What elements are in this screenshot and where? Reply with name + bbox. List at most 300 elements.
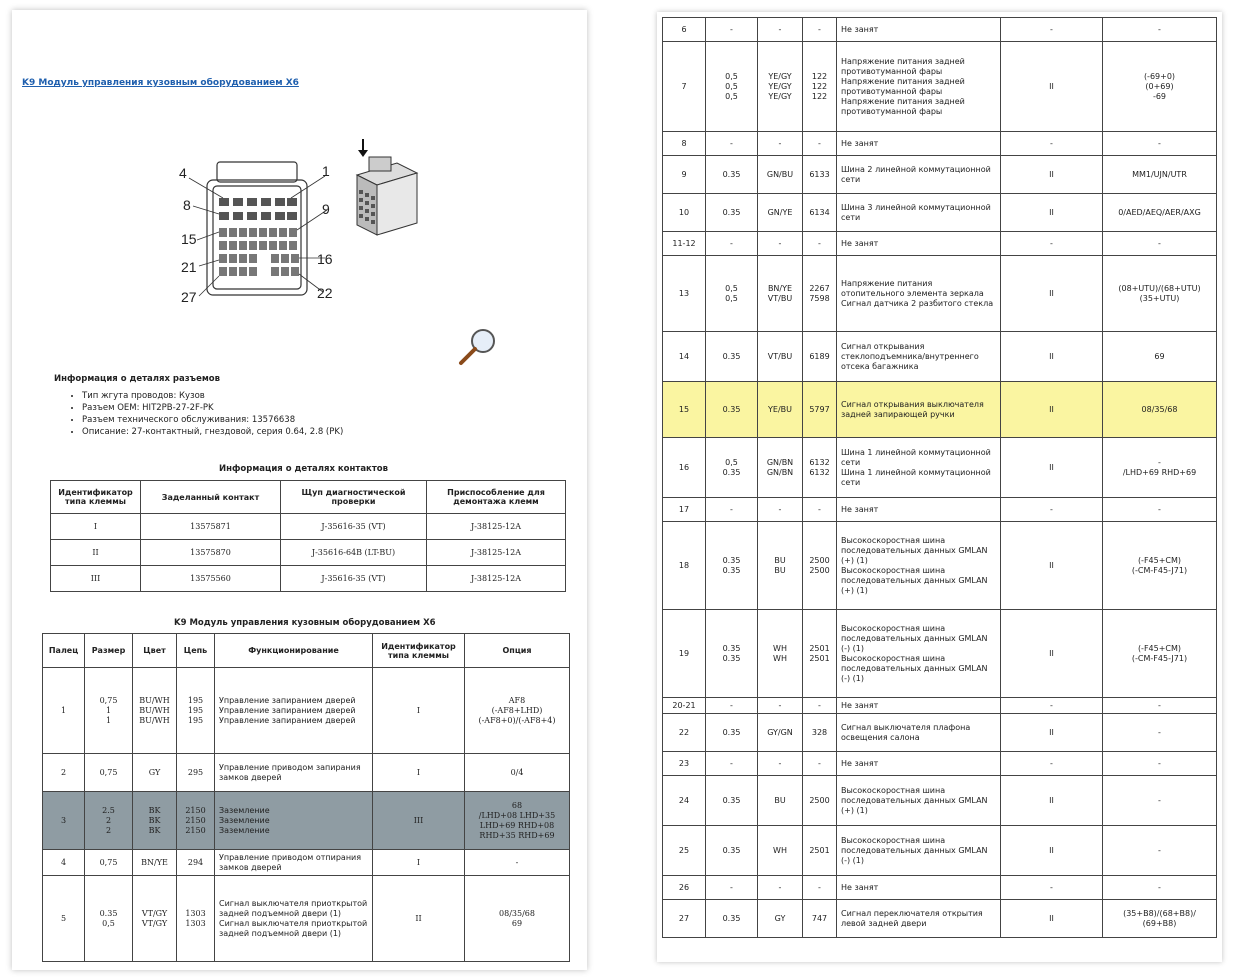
function-text-line: Высокоскоростная шина последовательных данных GMLAN (+) (1) [841, 565, 988, 595]
circuit-number-line: 2500 [809, 795, 830, 805]
wire-size-line: 2 [105, 825, 112, 835]
pin-row [663, 752, 1217, 776]
wire-color-line: BU [774, 555, 786, 565]
circuit-number [177, 850, 215, 876]
function-text-line: Напряжение питания задней противотуманной фары [841, 76, 965, 96]
function-text [837, 42, 1001, 132]
circuit-number [803, 156, 837, 194]
option-text-line: (-CM-F45-J71) [1131, 565, 1188, 575]
wire-color [133, 792, 177, 850]
magnifier-icon[interactable] [457, 325, 499, 367]
terminal-type: II [1001, 776, 1103, 826]
wire-color-line: BU [774, 565, 786, 575]
wire-size-line: - [730, 238, 733, 248]
option-text [465, 850, 570, 876]
option-text-line: - [1158, 138, 1161, 148]
circuit-number-line: - [818, 758, 821, 768]
contact-info-table [50, 480, 566, 592]
wire-size [706, 332, 758, 382]
wire-size-line: - [730, 138, 733, 148]
wire-size-line: - [730, 24, 733, 34]
function-text [837, 876, 1001, 900]
function-text-line: Высокоскоростная шина последовательных данных GMLAN (-) (1) [841, 653, 988, 683]
circuit-number [803, 498, 837, 522]
wire-color [758, 18, 803, 42]
arrow-down-icon [358, 139, 368, 157]
circuit-number [803, 232, 837, 256]
wire-size-line: 1 [105, 705, 112, 715]
function-text-line: Напряжение питания задней противотуманной фары [841, 96, 965, 116]
pin-row [43, 792, 570, 850]
pin-number: 3 [43, 792, 85, 850]
terminal-type: II [1001, 438, 1103, 498]
terminal-type: II [1001, 382, 1103, 438]
wire-color-line: - [778, 758, 782, 768]
table-cell: J-38125-12A [427, 540, 566, 566]
wire-color [758, 752, 803, 776]
circuit-number [803, 876, 837, 900]
wire-size-line: 0.35 [722, 795, 741, 805]
function-text-line: Сигнал датчика 2 разбитого стекла [841, 298, 994, 308]
terminal-type: II [1001, 714, 1103, 752]
function-text [215, 668, 373, 754]
wire-color-line: GN/YE [767, 207, 793, 217]
function-text-line: Шина 3 линейной коммутационной сети [841, 202, 991, 222]
function-text-line: Не занят [841, 882, 879, 892]
circuit-number-line: 2150 [185, 815, 206, 825]
circuit-number [803, 522, 837, 610]
pin-number: 4 [43, 850, 85, 876]
connector-label-9: 9 [322, 201, 330, 217]
wire-color-line: - [778, 504, 782, 514]
wire-size [706, 132, 758, 156]
wire-size-line: 0,5 [725, 71, 738, 81]
option-text-line: - [1158, 457, 1161, 467]
option-text-line: (-69+0) [1143, 71, 1176, 81]
wire-color-line: VT/BU [767, 293, 793, 303]
circuit-number [803, 132, 837, 156]
option-text-line: - [1158, 758, 1161, 768]
connector-label-27: 27 [181, 289, 197, 305]
circuit-number-line: - [818, 700, 821, 710]
option-text [1103, 232, 1217, 256]
function-text [837, 826, 1001, 876]
circuit-number-line: 195 [187, 715, 204, 725]
function-text-line: Напряжение питания задней противотуманной фары [841, 56, 965, 76]
wire-size [706, 522, 758, 610]
table-cell: J-35616-35 (VT) [281, 566, 427, 592]
function-text [215, 876, 373, 962]
document-title-link[interactable]: K9 Модуль управления кузовным оборудованием X6 [22, 78, 299, 88]
option-text-line: (0+69) [1145, 81, 1174, 91]
wire-color [758, 714, 803, 752]
wire-color-line: BU/WH [139, 695, 170, 705]
connector-label-1: 1 [322, 163, 330, 179]
wire-size-line: - [730, 882, 733, 892]
option-text [1103, 752, 1217, 776]
wire-size [706, 18, 758, 42]
option-text [465, 754, 570, 792]
wire-color [133, 754, 177, 792]
wire-color-line: BK [148, 805, 161, 815]
terminal-type: - [1001, 498, 1103, 522]
pin-row [663, 776, 1217, 826]
function-text [837, 698, 1001, 714]
wire-color-line: WH [773, 653, 787, 663]
connector-label-8: 8 [183, 197, 191, 213]
wire-size [706, 232, 758, 256]
pin-number: 6 [663, 18, 706, 42]
circuit-number [803, 438, 837, 498]
circuit-number [803, 752, 837, 776]
wire-size-line: 0,75 [99, 695, 118, 705]
circuit-number-line: 2500 [809, 565, 830, 575]
wire-color-line: YE/GY [768, 91, 792, 101]
circuit-number-line: 2501 [809, 845, 830, 855]
wire-size-line: 2.5 [102, 805, 115, 815]
table-cell: II [51, 540, 141, 566]
table-row [51, 566, 566, 592]
option-text-line: 69 [511, 918, 523, 928]
wire-color [758, 194, 803, 232]
option-text-line: /LHD+08 LHD+35 [478, 810, 556, 820]
pin-number: 11-12 [663, 232, 706, 256]
pin-number: 13 [663, 256, 706, 332]
left-document-page [12, 10, 587, 970]
circuit-number [803, 194, 837, 232]
function-text-line: Сигнал открывания выключателя задней запирающей ручки [841, 399, 984, 419]
pin-row [663, 232, 1217, 256]
option-text-line: - [1158, 795, 1161, 805]
option-text-line: (-F45+CM) [1137, 555, 1182, 565]
pin-table-left [42, 633, 570, 962]
circuit-number [803, 332, 837, 382]
terminal-type: II [1001, 256, 1103, 332]
option-text [1103, 194, 1217, 232]
wire-size-line: 0.35 [722, 845, 741, 855]
option-text-line: 08/35/68 [1141, 404, 1178, 414]
table-cell: J-38125-12A [427, 514, 566, 540]
function-text-line: Высокоскоростная шина последовательных данных GMLAN (-) (1) [841, 835, 988, 865]
pin-number: 5 [43, 876, 85, 962]
wire-color-line: BU/WH [139, 705, 170, 715]
wire-size-line: 0.35 [722, 643, 741, 653]
option-text-line: /LHD+69 RHD+69 [1122, 467, 1197, 477]
terminal-type: - [1001, 232, 1103, 256]
option-text-line: 0/4 [510, 767, 524, 777]
wire-size [706, 498, 758, 522]
wire-size [706, 826, 758, 876]
column-header: Идентификатор типа клеммы [51, 481, 141, 514]
option-text-line: -69 [1152, 91, 1167, 101]
table-cell: 13575870 [141, 540, 281, 566]
function-text [837, 438, 1001, 498]
function-text-line: Управление приводом отпирания замков дверей [219, 852, 362, 872]
wire-size [706, 752, 758, 776]
pin-number: 25 [663, 826, 706, 876]
option-text [465, 668, 570, 754]
circuit-number [803, 900, 837, 938]
pin-number: 8 [663, 132, 706, 156]
wire-size [706, 156, 758, 194]
right-document-page [657, 12, 1222, 962]
function-text-line: Высокоскоростная шина последовательных данных GMLAN (+) (1) [841, 535, 988, 565]
pin-number: 15 [663, 382, 706, 438]
pin-number: 26 [663, 876, 706, 900]
function-text-line: Не занят [841, 138, 879, 148]
wire-color [758, 382, 803, 438]
option-text [1103, 900, 1217, 938]
table-cell: I [51, 514, 141, 540]
function-text [837, 18, 1001, 42]
wire-size-line: 2 [105, 815, 112, 825]
option-text-line: 0/AED/AEQ/AER/AXG [1118, 207, 1201, 217]
function-text [837, 714, 1001, 752]
pin-row [663, 876, 1217, 900]
wire-color-line: BU/WH [139, 715, 170, 725]
function-text-line: Управление запиранием дверей [219, 695, 356, 705]
function-text-line: Не занят [841, 24, 879, 34]
circuit-number-line: 195 [187, 695, 204, 705]
option-text [1103, 826, 1217, 876]
wire-size [85, 792, 133, 850]
pin-number: 10 [663, 194, 706, 232]
function-text-line: Управление запиранием дверей [219, 705, 356, 715]
pin-number: 1 [43, 668, 85, 754]
wire-color [758, 876, 803, 900]
wire-color-line: - [778, 238, 782, 248]
column-header: Функционирование [215, 634, 373, 668]
pin-row [663, 522, 1217, 610]
pin-row [663, 826, 1217, 876]
pin-number: 18 [663, 522, 706, 610]
wire-color [758, 900, 803, 938]
option-text [1103, 876, 1217, 900]
pin-number: 9 [663, 156, 706, 194]
wire-color-line: VT/GY [141, 908, 168, 918]
terminal-type: - [1001, 698, 1103, 714]
function-text [837, 498, 1001, 522]
circuit-number [803, 776, 837, 826]
pin-row [43, 668, 570, 754]
wire-color [758, 332, 803, 382]
table-header-row [51, 481, 566, 514]
option-text [1103, 498, 1217, 522]
circuit-number [803, 18, 837, 42]
circuit-number [177, 876, 215, 962]
wire-size-line: - [730, 504, 733, 514]
wire-color-line: - [778, 700, 782, 710]
column-header: Цвет [133, 634, 177, 668]
column-header: Размер [85, 634, 133, 668]
column-header: Цепь [177, 634, 215, 668]
pin-row [43, 876, 570, 962]
pin-row [663, 132, 1217, 156]
circuit-number [803, 42, 837, 132]
terminal-type: I [373, 850, 465, 876]
circuit-number-line: 294 [187, 857, 204, 867]
circuit-number-line: - [818, 138, 821, 148]
pin-table-heading: K9 Модуль управления кузовным оборудованием X6 [174, 618, 436, 628]
wire-size-line: 0.35 [722, 555, 741, 565]
wire-color-line: YE/BU [768, 404, 792, 414]
connector-info-item: • Разъем OEM: HIT2PB-27-2F-PK [82, 402, 343, 414]
terminal-type: II [1001, 332, 1103, 382]
circuit-number-line: 122 [811, 81, 828, 91]
terminal-type: II [1001, 900, 1103, 938]
option-text [1103, 256, 1217, 332]
wire-size-line: - [730, 758, 733, 768]
pin-number: 27 [663, 900, 706, 938]
function-text [215, 850, 373, 876]
wire-color [758, 132, 803, 156]
option-text-line: MM1/UJN/UTR [1132, 169, 1187, 179]
wire-color-line: WH [773, 845, 787, 855]
connector-face-diagram [167, 150, 347, 310]
circuit-number-line: 295 [187, 767, 204, 777]
function-text-line: Заземление [219, 815, 270, 825]
terminal-type: - [1001, 876, 1103, 900]
terminal-type: II [1001, 42, 1103, 132]
table-cell: J-35616-35 (VT) [281, 514, 427, 540]
wire-color [133, 876, 177, 962]
function-text-line: Высокоскоростная шина последовательных данных GMLAN (-) (1) [841, 623, 988, 653]
circuit-number-line: 6189 [809, 351, 830, 361]
wire-color-line: VT/GY [141, 918, 168, 928]
connector-label-4: 4 [179, 165, 187, 181]
option-text-line: AF8 [508, 695, 526, 705]
terminal-type: - [1001, 132, 1103, 156]
function-text-line: Сигнал открывания стеклоподъемника/внутреннего отсека багажника [841, 341, 979, 371]
wire-color [758, 610, 803, 698]
wire-color-line: GY/GN [767, 727, 793, 737]
function-text [837, 752, 1001, 776]
option-text [1103, 42, 1217, 132]
pin-row [663, 42, 1217, 132]
pin-table-right [662, 17, 1217, 938]
wire-size-line: 0.35 [722, 913, 741, 923]
pin-number: 19 [663, 610, 706, 698]
circuit-number-line: 7598 [809, 293, 830, 303]
connector-info-item: • Разъем технического обслуживания: 13576638 [82, 414, 343, 426]
terminal-type: I [373, 668, 465, 754]
wire-color [758, 776, 803, 826]
wire-size-line: 0,5 [725, 91, 738, 101]
circuit-number-line: 122 [811, 71, 828, 81]
circuit-number-line: 195 [187, 705, 204, 715]
wire-size-line: 0.35 [722, 207, 741, 217]
wire-color-line: GN/BU [766, 169, 794, 179]
function-text [837, 522, 1001, 610]
table-row [51, 540, 566, 566]
function-text-line: Сигнал выключателя приоткрытой задней подъемной двери (1) [219, 898, 368, 918]
function-text [837, 382, 1001, 438]
pin-row [663, 18, 1217, 42]
pin-number: 2 [43, 754, 85, 792]
circuit-number-line: - [818, 504, 821, 514]
function-text-line: Управление приводом запирания замков дверей [219, 762, 361, 782]
wire-size-line: 0.35 [99, 908, 118, 918]
wire-size-line: 1 [105, 715, 112, 725]
function-text-line: Сигнал переключателя открытия левой задней двери [841, 908, 983, 928]
wire-color-line: GY [148, 767, 161, 777]
pin-number: 14 [663, 332, 706, 382]
function-text [837, 232, 1001, 256]
circuit-number-line: 2501 [809, 643, 830, 653]
circuit-number-line: 1303 [185, 908, 206, 918]
wire-size [85, 850, 133, 876]
wire-color [758, 256, 803, 332]
option-text-line: - [1158, 700, 1161, 710]
option-text-line: (35+B8)/(68+B8)/ [1123, 908, 1196, 918]
wire-color-line: VT/BU [767, 351, 793, 361]
wire-size-line: 0.35 [722, 351, 741, 361]
connector-side-view [347, 135, 427, 245]
wire-size-line: 0,5 [102, 918, 115, 928]
wire-size [706, 194, 758, 232]
wire-color-line: YE/GY [768, 71, 792, 81]
wire-color-line: WH [773, 643, 787, 653]
pin-number: 23 [663, 752, 706, 776]
wire-color-line: - [778, 24, 782, 34]
wire-size [706, 42, 758, 132]
option-text [1103, 332, 1217, 382]
connector-label-16: 16 [317, 251, 333, 267]
terminal-type: II [1001, 522, 1103, 610]
option-text [1103, 18, 1217, 42]
option-text-line: 08/35/68 [499, 908, 535, 918]
circuit-number-line: 6134 [809, 207, 830, 217]
terminal-type: - [1001, 18, 1103, 42]
circuit-number-line: 1303 [185, 918, 206, 928]
connector-label-15: 15 [181, 231, 197, 247]
circuit-number [177, 792, 215, 850]
table-cell: 13575560 [141, 566, 281, 592]
wire-size [706, 900, 758, 938]
wire-color [758, 232, 803, 256]
circuit-number-line: 2150 [185, 825, 206, 835]
pin-row [663, 714, 1217, 752]
column-header: Заделанный контакт [141, 481, 281, 514]
pin-row [663, 256, 1217, 332]
wire-size [706, 698, 758, 714]
circuit-number [803, 382, 837, 438]
option-text [1103, 522, 1217, 610]
circuit-number [803, 826, 837, 876]
wire-size [706, 714, 758, 752]
pin-row [663, 194, 1217, 232]
option-text [1103, 698, 1217, 714]
circuit-number [803, 256, 837, 332]
option-text-line: (08+UTU)/(68+UTU) [1118, 283, 1201, 293]
column-header: Опция [465, 634, 570, 668]
wire-size-line: 0.35 [722, 653, 741, 663]
wire-color [133, 668, 177, 754]
terminal-type: II [1001, 194, 1103, 232]
wire-size-line: 0.35 [722, 467, 741, 477]
wire-size-line: 0,5 [725, 457, 738, 467]
wire-color [758, 438, 803, 498]
circuit-number [803, 714, 837, 752]
wire-color [758, 826, 803, 876]
option-text-line: RHD+35 RHD+69 [479, 830, 555, 840]
function-text [837, 776, 1001, 826]
terminal-type: II [373, 876, 465, 962]
wire-size-line: 0,75 [99, 857, 118, 867]
function-text-line: Не занят [841, 758, 879, 768]
function-text-line: Сигнал выключателя приоткрытой задней подъемной двери (1) [219, 918, 368, 938]
option-text [1103, 714, 1217, 752]
